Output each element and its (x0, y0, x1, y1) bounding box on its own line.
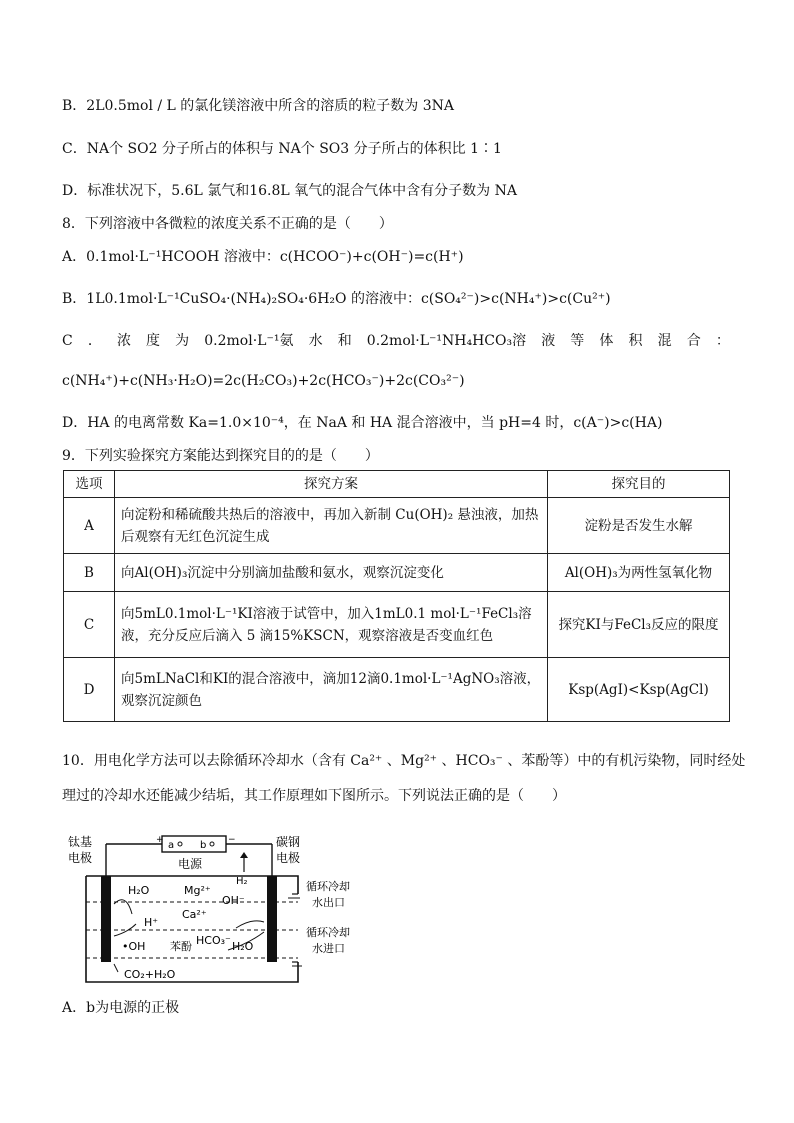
q8-c-token: 水 (308, 333, 323, 349)
q10-stem-line1: 10．用电化学方法可以去除循环冷却水（含有 Ca²⁺ 、Mg²⁺ 、HCO₃⁻ 、苯酚等）中的有机污染物，同时经处 (62, 753, 746, 769)
q10-option-a: A．b为电源的正极 (62, 1000, 180, 1016)
left-electrode-label-1: 钛基 (68, 835, 93, 849)
row-label: D (64, 658, 115, 722)
oh-radical-label: •OH (122, 940, 146, 953)
q8-c-token: 体 (599, 333, 614, 349)
outlet-label-2: 水出口 (312, 896, 345, 909)
q8-c-token: 0.2mol·L⁻¹NH₄HCO₃溶 (366, 333, 527, 349)
power-label: 电源 (178, 857, 203, 871)
q8-c-token: 等 (570, 333, 585, 349)
header-plan: 探究方案 (115, 471, 548, 498)
q8-c-token: 浓 (116, 333, 131, 349)
mg-label: Mg²⁺ (184, 884, 211, 897)
q7-option-c: C．NA个 SO2 分子所占的体积与 NA个 SO3 分子所占的体积比 1∶1 (62, 141, 502, 157)
q8-option-b: B．1L0.1mol·L⁻¹CuSO₄·(NH₄)₂SO₄·6H₂O 的溶液中：c(SO₄²⁻)>c(NH₄⁺)>c(Cu²⁺) (62, 291, 611, 307)
row-label: C (64, 592, 115, 658)
minus-sign: − (228, 835, 236, 845)
terminal-b: b (200, 840, 207, 851)
q10-stem-line2: 理过的冷却水还能减少结垢，其工作原理如下图所示。下列说法正确的是（ ） (62, 788, 566, 804)
plus-sign: + (156, 835, 164, 845)
titanium-electrode (101, 876, 111, 962)
oh-label: OH⁻ (222, 894, 245, 907)
q8-option-a: A．0.1mol·L⁻¹HCOOH 溶液中：c(HCOO⁻)+c(OH⁻)=c(H⁺) (62, 249, 464, 265)
header-goal: 探究目的 (548, 471, 730, 498)
q7-option-d: D．标准状况下，5.6L 氯气和16.8L 氧气的混合气体中含有分子数为 NA (62, 183, 517, 199)
q8-c-token: 和 (337, 333, 352, 349)
h2o-label-2: H₂O (232, 940, 254, 953)
q8-c-token: 合 (686, 333, 701, 349)
electrolysis-diagram (66, 832, 366, 992)
row-plan: 向5mL0.1mol·L⁻¹KI溶液于试管中，加入1mL0.1 mol·L⁻¹FeCl₃溶液，充分反应后滴入 5 滴15%KSCN，观察溶液是否变血红色 (115, 592, 548, 658)
hplus-label: H⁺ (144, 916, 159, 929)
row-plan: 向5mLNaCl和KI的混合溶液中，滴加12滴0.1mol·L⁻¹AgNO₃溶液，观察沉淀颜色 (115, 658, 548, 722)
right-electrode-label-1: 碳钢 (276, 835, 301, 849)
terminal-a: a (168, 840, 175, 851)
row-goal: Ksp(AgI)<Ksp(AgCl) (548, 658, 730, 722)
hco3-label: HCO₃⁻ (196, 934, 231, 947)
q8-c-token: ： (715, 333, 730, 349)
q8-option-c-line1 (62, 331, 730, 351)
q8-c-token: 度 (146, 333, 161, 349)
q8-stem: 8．下列溶液中各微粒的浓度关系不正确的是（ ） (62, 216, 393, 232)
header-option: 选项 (64, 471, 115, 498)
right-electrode-label-2: 电极 (276, 851, 301, 865)
carbon-steel-electrode (267, 876, 277, 962)
ca-label: Ca²⁺ (182, 908, 207, 921)
row-plan: 向淀粉和稀硫酸共热后的溶液中，再加入新制 Cu(OH)₂ 悬浊液，加热后观察有无红色沉淀生成 (115, 498, 548, 554)
h2-label: H₂ (236, 876, 248, 887)
h2o-label: H₂O (128, 884, 150, 897)
q7-option-b: B．2L0.5mol / L 的氯化镁溶液中所含的溶质的粒子数为 3NA (62, 98, 455, 114)
inlet-label-1: 循环冷却 (306, 926, 350, 939)
product-label: CO₂+H₂O (124, 968, 176, 981)
q8-c-token: ． (87, 333, 102, 349)
left-electrode-label-2: 电极 (68, 851, 93, 865)
outlet-label-1: 循环冷却 (306, 880, 350, 893)
q8-c-token: 为 (175, 333, 190, 349)
q8-c-token: 积 (628, 333, 643, 349)
q8-option-c-line2: c(NH₄⁺)+c(NH₃·H₂O)=2c(H₂CO₃)+2c(HCO₃⁻)+2c(CO₃²⁻) (62, 373, 465, 389)
table-row (64, 658, 730, 722)
row-goal: 探究KI与FeCl₃反应的限度 (548, 592, 730, 658)
q9-stem: 9．下列实验探究方案能达到探究目的的是（ ） (62, 448, 379, 464)
phenol-label: 苯酚 (170, 940, 192, 953)
row-label: A (64, 498, 115, 554)
table-header-row (64, 471, 730, 498)
experiment-table (63, 470, 730, 722)
table-row (64, 554, 730, 592)
q8-c-token: 0.2mol·L⁻¹氨 (204, 333, 294, 349)
row-goal: 淀粉是否发生水解 (548, 498, 730, 554)
row-label: B (64, 554, 115, 592)
row-plan: 向Al(OH)₃沉淀中分别滴加盐酸和氨水，观察沉淀变化 (115, 554, 548, 592)
row-goal: Al(OH)₃为两性氢氧化物 (548, 554, 730, 592)
q8-c-token: 液 (541, 333, 556, 349)
table-row (64, 592, 730, 658)
q8-c-token: C (62, 333, 73, 349)
inlet-label-2: 水进口 (312, 942, 345, 955)
q8-c-token: 混 (657, 333, 672, 349)
q8-option-d: D．HA 的电离常数 Ka=1.0×10⁻⁴，在 NaA 和 HA 混合溶液中，当 pH=4 时，c(A⁻)>c(HA) (62, 415, 663, 431)
table-row (64, 498, 730, 554)
